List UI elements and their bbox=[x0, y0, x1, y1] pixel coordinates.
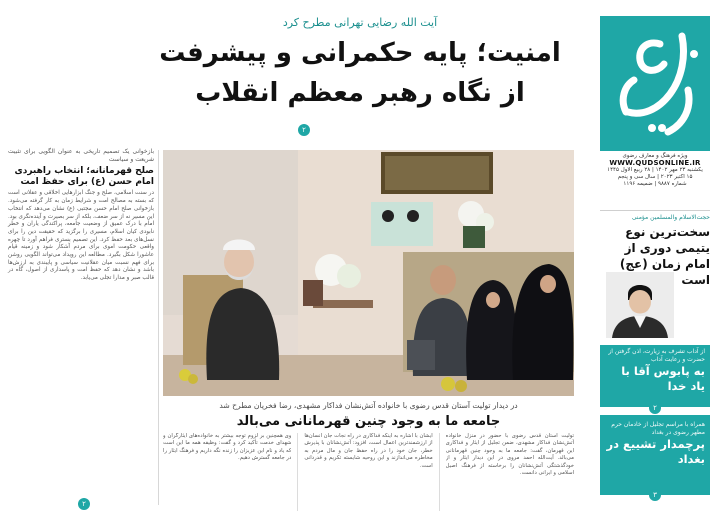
headline-line-2[interactable]: از نگاه رهبر معظم انقلاب bbox=[195, 78, 525, 108]
left-column-article bbox=[8, 148, 154, 285]
left-article-headline[interactable]: صلح قهرمانانه؛ انتخاب راهبردی امام حسن (ع) برای حفظ امت bbox=[14, 166, 154, 188]
cleric-portrait bbox=[606, 272, 674, 338]
headline-page: ۲ bbox=[298, 124, 310, 136]
photo-caption: در دیدار تولیت آستان قدس رضوی با خانواده آتش‌نشان فداکار مشهدی، رضا فخریان مطرح شد bbox=[219, 401, 518, 410]
masthead-date-1: یکشنبه ۲۳ مهر ۱۴۰۲ | ۲۸ ربیع الاول ۱۴۴۵ bbox=[607, 167, 703, 173]
article-column-1: تولیت آستان قدس رضوی با حضور در منزل خانواده آتش‌نشان فداکار مشهدی، ضمن تجلیل از ایثار و فداکاری این قهرمان، گفت: جامعه ما به وجود چنین قهرمانانی می‌بالد. آیت‌الله احمد مروی در این دیدار ایثار و از خودگذشتگی آتش‌نشانان را برخاسته از فرهنگ اصیل اسلامی و ایرانی دانست. bbox=[445, 433, 574, 477]
side-story3-summary: همراه با مراسم تجلیل از خادمان حرم مطهر رضوی در بغداد bbox=[611, 421, 705, 436]
meeting-photo-illustration bbox=[163, 150, 574, 396]
side-story2-page: ۲ bbox=[649, 402, 661, 414]
side-story3-headline: پرچمدار تشییع در بغداد bbox=[606, 437, 705, 466]
left-article-paragraph: در سنت اسلامی، صلح و جنگ ابزارهایی اخلاقی و عقلانی است که بسته به مصالح امت و شرایط زمان به کار گرفته می‌شود. بازخوانی صلح امام حسن مجتبی (ع) نشان می‌دهد که انتخاب این مسیر نه از سر ضعف، بلکه از سر بصیرت و آینده‌نگری بود. امام با درک عمیق از وضعیت جامعه، پراکندگی یاران و خطر نابودی کیان اسلام، مسیری را برگزید که حقیقت دین را برای نسل‌های بعد حفظ کرد. این تصمیم بستری فراهم آورد تا چهره واقعی حکومت اموی برای مردم آشکار شود و زمینه قیام عاشورا شکل بگیرد. مطالعه این رویداد می‌تواند الگویی روشن برای فهم نسبت میان عقلانیت سیاسی و پایبندی به ارزش‌ها باشد و نشان دهد که حفظ امت و پاسداری از اصول، گاه در قالب صبر و مدارا تجلی می‌یابد. bbox=[8, 190, 154, 282]
masthead-divider bbox=[600, 210, 710, 211]
rewaq-logo-icon bbox=[604, 20, 706, 147]
masthead-url[interactable]: WWW.QUDSONLINE.IR bbox=[609, 159, 701, 167]
side-story1-headline[interactable]: سخت‌ترین نوع یتیمی دوری از امام زمان (عج) است bbox=[619, 225, 710, 287]
left-article-body bbox=[8, 190, 154, 282]
cleric-portrait-icon bbox=[606, 272, 674, 338]
article-subheadline[interactable]: جامعه ما به وجود چنین قهرمانانی می‌بالد bbox=[236, 414, 501, 429]
masthead-tagline: ویژه فرهنگ و معارف رضوی bbox=[622, 153, 688, 159]
article-body bbox=[163, 433, 574, 511]
left-article-lead: بازخوانی یک تصمیم تاریخی به عنوان الگویی برای تثبیت شریعت و سیاست bbox=[8, 148, 154, 163]
masthead-logo bbox=[600, 16, 710, 151]
headline-kicker: آیت الله رضایی تهرانی مطرح کرد bbox=[282, 16, 438, 29]
side-story3-page: ۳ bbox=[649, 489, 661, 501]
side-story2-band[interactable] bbox=[600, 345, 710, 407]
side-story2-headline: به پابوس آقا با یاد خدا bbox=[621, 364, 705, 393]
article-column-divider bbox=[439, 433, 440, 511]
article-column-3: وی همچنین بر لزوم توجه بیشتر به خانواده‌های ایثارگران و شهدای خدمت تأکید کرد و گفت: وظیفه همه ما این است که یاد و نام این عزیزان را زنده نگه داریم و فرهنگ ایثار را در جامعه گسترش دهیم. bbox=[163, 433, 292, 462]
headline-line-1[interactable]: امنیت؛ پایه حکمرانی و پیشرفت bbox=[159, 38, 561, 68]
side-story1-kicker: حجت‌الاسلام والمسلمین مؤمنی bbox=[631, 214, 710, 221]
column-divider bbox=[158, 150, 159, 505]
main-photo bbox=[163, 150, 574, 396]
masthead-date-2: ۱۵ اکتبر ۲۰۲۳ | سال سی و پنجم bbox=[617, 174, 693, 180]
left-article-page: ۲ bbox=[78, 498, 90, 510]
side-story3-band[interactable] bbox=[600, 415, 710, 495]
masthead-meta bbox=[600, 153, 710, 188]
side-story2-summary: از آداب تشرف به زیارت، اذن گرفتن از حضرت و رعایت آداب bbox=[608, 348, 705, 363]
article-column-2: ایشان با اشاره به اینکه فداکاری در راه نجات جان انسان‌ها از ارزشمندترین اعمال است، افزود: آتش‌نشانان با پذیرش خطر، جان خود را در راه حفظ جان و مال مردم به مخاطره می‌اندازند و این روحیه شایسته تکریم و قدردانی است. bbox=[304, 433, 433, 469]
article-column-divider bbox=[297, 433, 298, 511]
masthead-issue: شماره ۹۸۸۷ | ضمیمه ۱۱۹۶ bbox=[623, 181, 687, 187]
